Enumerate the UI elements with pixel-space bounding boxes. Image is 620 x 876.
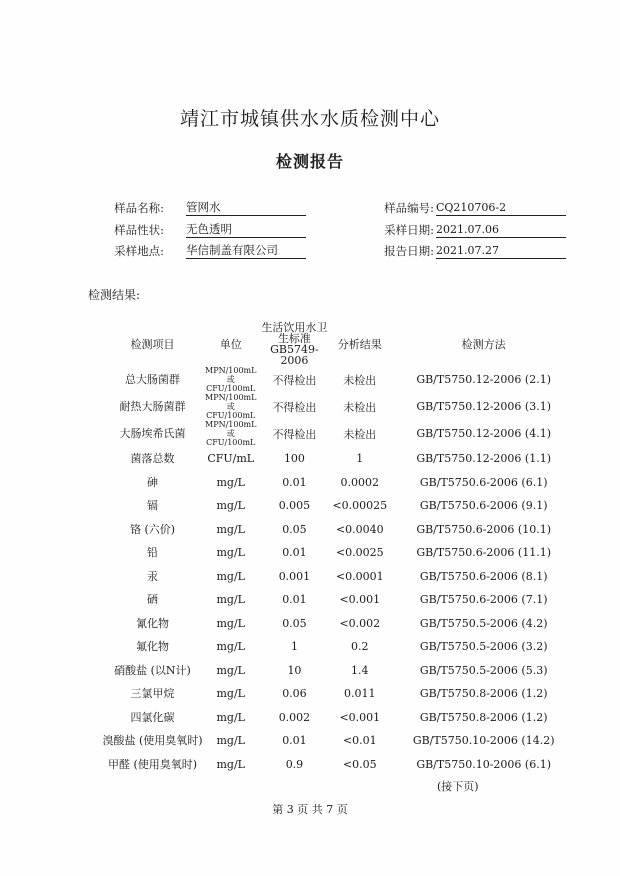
result-cell: <0.001 xyxy=(339,593,381,607)
method-cell: GB/T5750.12-2006 (1.1) xyxy=(416,452,551,466)
method-cell: GB/T5750.8-2006 (1.2) xyxy=(419,710,548,724)
item-cell: 铬 (六价) xyxy=(129,522,176,536)
unit-cell: MPN/100mL或CFU/100mL xyxy=(205,420,257,447)
result-cell: 未检出 xyxy=(343,373,377,387)
doc-title: 检测报告 xyxy=(275,152,344,171)
unit-cell: mg/L xyxy=(216,734,245,748)
item-cell: 硝酸盐 (以N计) xyxy=(114,663,191,677)
unit-cell: mg/L xyxy=(216,569,245,583)
table-row xyxy=(100,393,580,420)
sample-date-value: 2021.07.06 xyxy=(436,222,566,238)
standard-cell: 不得检出 xyxy=(272,427,317,441)
result-cell: 0.0002 xyxy=(340,475,380,489)
item-cell: 大肠埃希氏菌 xyxy=(119,427,186,440)
method-cell: GB/T5750.6-2006 (6.1) xyxy=(419,475,548,489)
result-cell: 未检出 xyxy=(343,427,377,441)
results-section-label: 检测结果: xyxy=(88,288,141,302)
table-row xyxy=(100,420,580,447)
standard-cell: 0.9 xyxy=(285,757,304,771)
sample-nature-label: 样品性状: xyxy=(114,223,164,237)
result-cell: <0.05 xyxy=(342,757,377,771)
unit-cell: CFU/mL xyxy=(207,452,255,466)
standard-cell: 0.01 xyxy=(282,734,307,748)
standard-cell: 不得检出 xyxy=(272,373,317,387)
method-cell: GB/T5750.6-2006 (9.1) xyxy=(419,499,548,513)
unit-cell: mg/L xyxy=(216,663,245,677)
sample-location-label: 采样地点: xyxy=(114,244,164,258)
sample-id-label: 样品编号: xyxy=(384,201,434,215)
unit-cell: mg/L xyxy=(216,710,245,724)
table-row xyxy=(100,447,580,471)
item-cell: 总大肠菌群 xyxy=(125,373,180,386)
page-footer: 第 3 页 共 7 页 xyxy=(272,803,348,816)
item-cell: 溴酸盐 (使用臭氧时) xyxy=(102,734,203,748)
result-cell: 1.4 xyxy=(351,663,369,677)
sample-location-value: 华信制盖有限公司 xyxy=(186,243,306,259)
report-date-value: 2021.07.27 xyxy=(436,243,566,259)
method-cell: GB/T5750.12-2006 (4.1) xyxy=(416,427,551,440)
result-cell: <0.0001 xyxy=(335,569,384,583)
table-row xyxy=(100,471,580,495)
table-row xyxy=(100,706,580,730)
result-cell: 0.2 xyxy=(351,640,369,654)
unit-cell: mg/L xyxy=(216,687,245,701)
sample-name-value: 管网水 xyxy=(186,200,306,216)
method-cell: GB/T5750.10-2006 (14.2) xyxy=(412,734,555,748)
result-cell: <0.0025 xyxy=(335,546,384,560)
result-cell: 0.011 xyxy=(344,687,376,701)
header-result: 分析结果 xyxy=(337,338,382,351)
method-cell: GB/T5750.6-2006 (10.1) xyxy=(416,522,551,536)
result-cell: <0.0040 xyxy=(335,522,384,536)
table-header-row xyxy=(100,322,580,366)
standard-cell: 0.002 xyxy=(278,710,311,724)
standard-cell: 100 xyxy=(283,452,305,466)
table-row xyxy=(100,753,580,777)
method-cell: GB/T5750.12-2006 (3.1) xyxy=(416,400,551,413)
unit-cell: mg/L xyxy=(216,475,245,489)
standard-cell: 不得检出 xyxy=(272,400,317,414)
method-cell: GB/T5750.12-2006 (2.1) xyxy=(416,373,551,386)
header-standard: 生活饮用水卫生标准GB5749-2006 xyxy=(261,321,328,367)
item-cell: 四氯化碳 xyxy=(130,710,175,724)
item-cell: 汞 xyxy=(147,569,158,583)
report-date-label: 报告日期: xyxy=(384,244,434,258)
sample-nature-value: 无色透明 xyxy=(186,222,306,238)
item-cell: 三氯甲烷 xyxy=(130,687,175,701)
standard-cell: 0.01 xyxy=(282,475,307,489)
standard-cell: 0.01 xyxy=(282,546,307,560)
method-cell: GB/T5750.5-2006 (4.2) xyxy=(419,616,548,630)
unit-cell: mg/L xyxy=(216,522,245,536)
unit-cell: mg/L xyxy=(216,640,245,654)
item-cell: 硒 xyxy=(147,593,158,607)
table-row xyxy=(100,729,580,753)
sample-name-label: 样品名称: xyxy=(114,201,164,215)
header-method: 检测方法 xyxy=(461,338,506,351)
item-cell: 砷 xyxy=(147,475,158,489)
org-title: 靖江市城镇供水水质检测中心 xyxy=(179,108,440,130)
table-row xyxy=(100,541,580,565)
standard-cell: 0.001 xyxy=(278,569,311,583)
table-row xyxy=(100,682,580,706)
result-cell: 未检出 xyxy=(343,400,377,414)
method-cell: GB/T5750.6-2006 (11.1) xyxy=(416,546,551,560)
result-cell: <0.001 xyxy=(339,710,381,724)
unit-cell: mg/L xyxy=(216,546,245,560)
item-cell: 氟化物 xyxy=(136,640,169,654)
item-cell: 耐热大肠菌群 xyxy=(119,400,186,413)
results-table xyxy=(100,322,580,776)
result-cell: 1 xyxy=(356,452,364,466)
continued-note: (接下页) xyxy=(437,780,479,793)
standard-cell: 0.05 xyxy=(282,522,307,536)
table-row xyxy=(100,659,580,683)
standard-cell: 0.01 xyxy=(282,593,307,607)
unit-cell: mg/L xyxy=(216,499,245,513)
standard-cell: 0.05 xyxy=(282,616,307,630)
item-cell: 菌落总数 xyxy=(130,452,175,466)
sample-date-label: 采样日期: xyxy=(384,223,434,237)
table-row xyxy=(100,518,580,542)
table-row xyxy=(100,366,580,393)
standard-cell: 10 xyxy=(287,663,302,677)
standard-cell: 0.005 xyxy=(278,499,311,513)
method-cell: GB/T5750.5-2006 (5.3) xyxy=(419,663,548,677)
unit-cell: MPN/100mL或CFU/100mL xyxy=(205,366,257,393)
standard-cell: 1 xyxy=(290,640,298,654)
header-unit: 单位 xyxy=(219,338,242,351)
item-cell: 氰化物 xyxy=(136,616,169,630)
table-row xyxy=(100,565,580,589)
item-cell: 镉 xyxy=(147,499,158,513)
item-cell: 铅 xyxy=(147,546,158,560)
table-row xyxy=(100,494,580,518)
header-item: 检测项目 xyxy=(130,338,175,351)
result-cell: <0.002 xyxy=(339,616,381,630)
sample-id-value: CQ210706-2 xyxy=(436,200,566,216)
result-cell: <0.01 xyxy=(342,734,377,748)
method-cell: GB/T5750.5-2006 (3.2) xyxy=(419,640,548,654)
table-row xyxy=(100,588,580,612)
unit-cell: mg/L xyxy=(216,593,245,607)
unit-cell: mg/L xyxy=(216,757,245,771)
table-row xyxy=(100,635,580,659)
table-row xyxy=(100,612,580,636)
method-cell: GB/T5750.6-2006 (8.1) xyxy=(419,569,548,583)
unit-cell: MPN/100mL或CFU/100mL xyxy=(205,393,257,420)
method-cell: GB/T5750.8-2006 (1.2) xyxy=(419,687,548,701)
item-cell: 甲醛 (使用臭氧时) xyxy=(107,757,198,771)
unit-cell: mg/L xyxy=(216,616,245,630)
standard-cell: 0.06 xyxy=(282,687,307,701)
result-cell: <0.00025 xyxy=(332,499,388,513)
method-cell: GB/T5750.10-2006 (6.1) xyxy=(416,757,551,771)
method-cell: GB/T5750.6-2006 (7.1) xyxy=(419,593,548,607)
